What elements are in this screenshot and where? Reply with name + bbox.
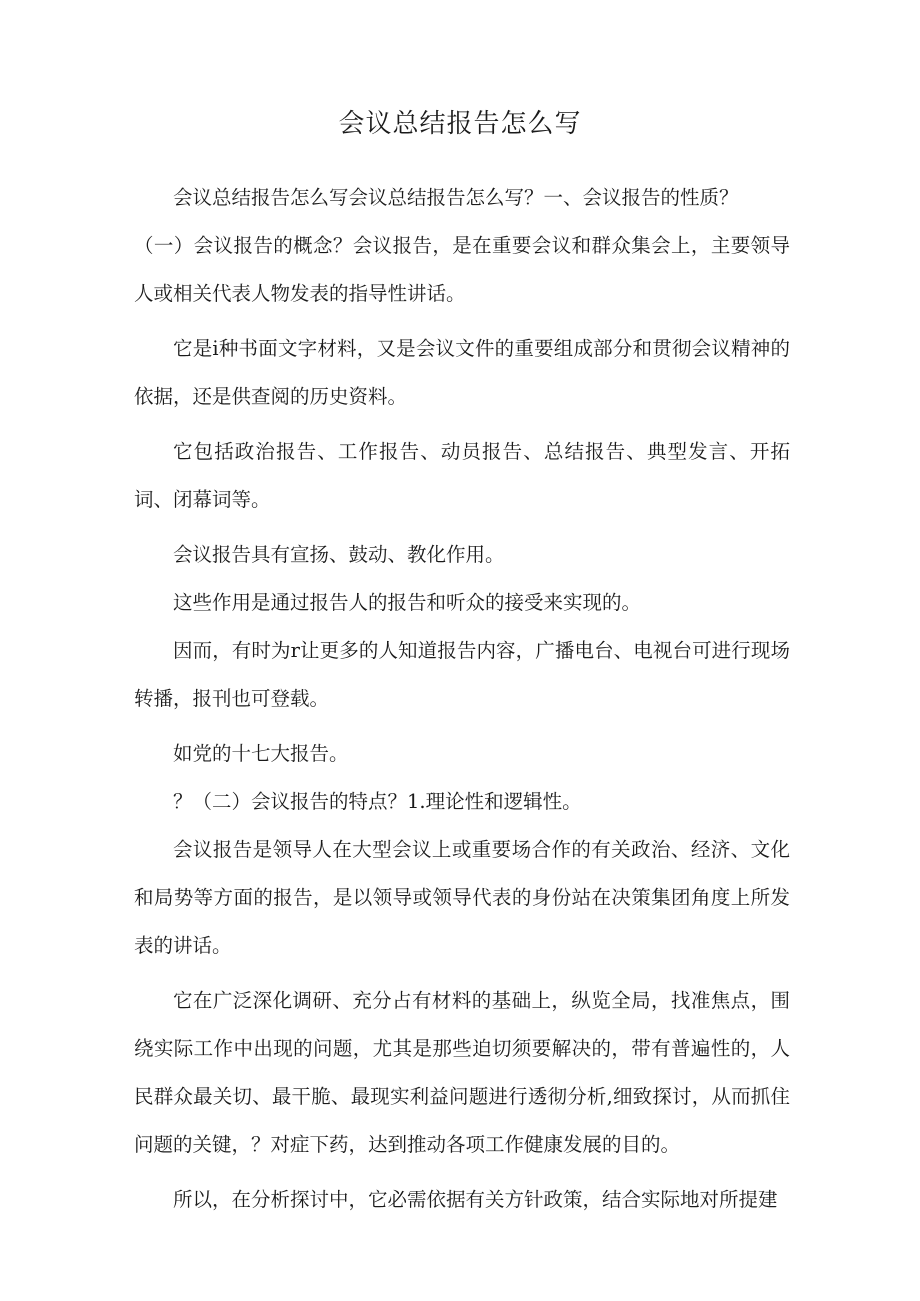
paragraph: 会议总结报告怎么写会议总结报告怎么写？一、会议报告的性质？ (173, 186, 739, 209)
paragraph: ？（二）会议报告的特点？1.理论性和逻辑性。 (173, 790, 582, 813)
paragraph: 会议报告具有宣扬、鼓动、教化作用。 (173, 543, 505, 566)
document-body (134, 174, 790, 1224)
paragraph: 这些作用是通过报告人的报告和听众的接受来实现的。 (173, 591, 642, 614)
document-title: 会议总结报告怎么写 (338, 109, 582, 139)
paragraph: 所以，在分析探讨中，它必需依据有关方针政策，结合实际地对所提建 (173, 1188, 778, 1211)
paragraph: 因而，有时为r让更多的人知道报告内容，广播电台、电视台可进行现场转播，报刊也可登载。 (134, 639, 790, 710)
paragraph: 会议报告是领导人在大型会议上或重要场合作的有关政治、经济、文化和局势等方面的报告，是以领导或领导代表的身份站在决策集团角度上所发表的讲话。 (134, 838, 790, 957)
paragraph: 它包括政治报告、工作报告、动员报告、总结报告、典型发言、开拓词、闭幕词等。 (134, 440, 790, 511)
paragraph: 如党的十七大报告。 (173, 742, 349, 765)
paragraph: 它是i种书面文字材料，又是会议文件的重要组成部分和贯彻会议精神的依据，还是供查阅的历史资料。 (134, 337, 790, 408)
paragraph: （一）会议报告的概念？会议报告，是在重要会议和群众集会上，主要领导人或相关代表人物发表的指导性讲话。 (134, 234, 790, 305)
paragraph: 它在广泛深化调研、充分占有材料的基础上，纵览全局，找准焦点，围绕实际工作中出现的问题，尤其是那些迫切须要解决的，带有普遍性的，人民群众最关切、最干脆、最现实利益问题进行透彻分析,细致探讨，从而抓住问题的关键，？对症下药，达到推动各项工作健康发展的目的。 (134, 989, 790, 1156)
